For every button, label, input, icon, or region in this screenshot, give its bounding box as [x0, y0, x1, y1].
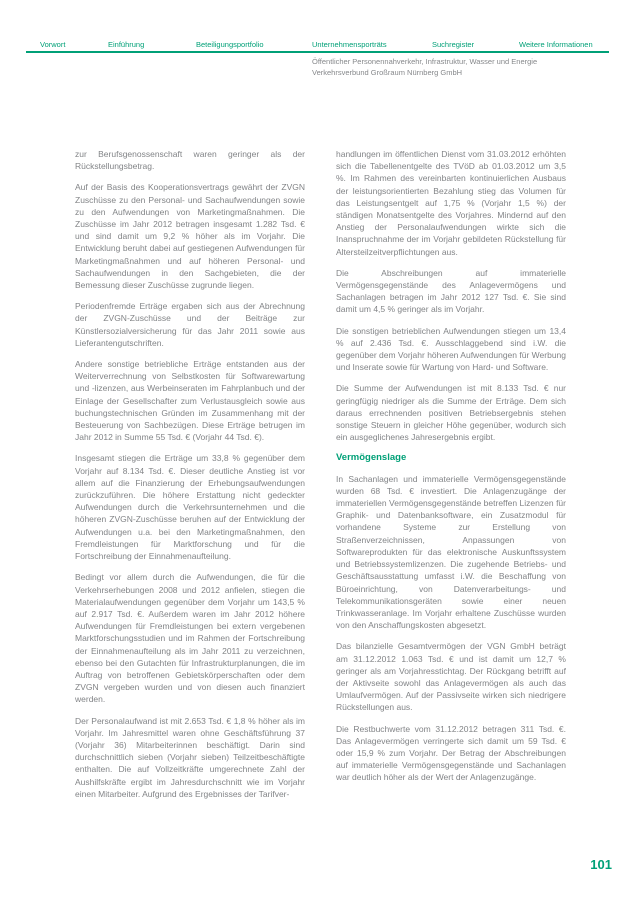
body-paragraph: Die sonstigen betrieblichen Aufwendungen stiegen um 13,4 % auf 2.436 Tsd. €. Ausschlaggebend sind i.W. die gegenüber dem Vorjahr höheren Aufwendungen für Werbung und Inserate sowie für Wartung von Hard- und Software. — [336, 325, 566, 373]
breadcrumb — [312, 56, 537, 78]
page-number: 101 — [590, 857, 612, 872]
body-paragraph: In Sachanlagen und immaterielle Vermögensgegenstände wurden 68 Tsd. € investiert. Die Anlagenzugänge der immateriellen Vermögensgegenstände betreffen Lizenzen für Graphik- und Datenbanksoftware, ein Zusatzmodul für vorhandene Systeme zur Erstellung von Straßenverzeichnissen, Anpassungen von Softwareprodukten für das elektronische Auskunftssystem und Betriebssystemlizenzen. Die zugehende Betriebs- und Geschäftsausstattung umfasst i.W. die Beschaffung von Büroeinrichtung, von Datenverarbeitungs- und Telekommunikationsgeräten sowie einer neuen Trinkwasseranlage. Im Vorjahr erhaltene Zuschüsse wurden von den Anschaffungskosten abgesetzt. — [336, 473, 566, 631]
nav-divider — [26, 51, 609, 53]
nav-link[interactable]: Suchregister — [432, 40, 475, 49]
right-column-top — [336, 148, 566, 443]
body-paragraph: zur Berufsgenossenschaft waren geringer als der Rückstellungsbetrag. — [75, 149, 305, 172]
right-column — [336, 148, 566, 809]
nav-link[interactable]: Beteiligungsportfolio — [196, 40, 264, 49]
left-column — [75, 148, 305, 809]
body-paragraph: handlungen im öffentlichen Dienst vom 31.03.2012 erhöhten sich die Tabellenentgelte des TVöD ab 01.03.2012 um 3,5 %. Im Rahmen des vereinbarten kontinuierlichen Ausbaus der leistungsorientierten Bezahlung stieg das Volumen für das Leistungsentgelt auf 1,75 % (Vorjahr 1,5 %) der ständigen Monatsentgelte des Vorjahres. Mindernd auf den Anstieg der Personalaufwendungen wirkte sich die Inanspruchnahme der im Vorjahr gebildeten Rückstellung für Altersteilzeitverpflichtungen aus. — [336, 149, 566, 257]
body-paragraph: Der Personalaufwand ist mit 2.653 Tsd. € 1,8 % höher als im Vorjahr. Im Jahresmittel waren ohne Geschäftsführung 37 (Vorjahr 36) Mitarbeiterinnen beschäftigt. Darin sind durchschnittlich sieben (Vorjahr sieben) Teilzeitbeschäftigte enthalten. Die auf Vollzeitkräfte umgerechnete Zahl der Aushilfskräfte ergibt im Jahresdurchschnitt wie im Vorjahr einen Mitarbeiter. Aufgrund des Ergebnisses der Tarifver- — [75, 715, 305, 799]
body-paragraph: Die Restbuchwerte vom 31.12.2012 betragen 311 Tsd. €. Das Anlagevermögen verringerte sich damit um 59 Tsd. € oder 15,9 % zum Vorjahr. Der Betrag der Abschreibungen auf immaterielle Vermögensgegenstände und Sachanlagen war deutlich höher als der Wert der Anlagenzugänge. — [336, 723, 566, 783]
body-paragraph: Auf der Basis des Kooperationsvertrags gewährt der ZVGN Zuschüsse zu den Personal- und Sachaufwendungen sowie zu den Aufwendungen von Marketingmaßnahmen. Die Zuschüsse im Jahr 2012 betragen insgesamt 1.282 Tsd. € und sind damit um 9,2 % höher als im Vorjahr. Die Entwicklung beruht dabei auf gestiegenen Aufwendungen für Marketingmaßnahmen und auf höheren Personal- und Sachaufwendungen in den Sachgebieten, die der Bemessung dieser Zuschüsse zugrunde liegen. — [75, 182, 305, 291]
nav-link[interactable]: Vorwort — [40, 40, 66, 49]
body-paragraph: Das bilanzielle Gesamtvermögen der VGN GmbH beträgt am 31.12.2012 1.063 Tsd. € und ist damit um 12,7 % geringer als am Vorjahresstichtag. Der Rückgang betrifft auf der Aktivseite sowohl das Anlagevermögen als auch das Umlaufvermögen. Auf der Passivseite wirken sich niedrigere Rückstellungen aus. — [336, 641, 566, 713]
nav-link[interactable]: Einführung — [108, 40, 145, 49]
breadcrumb-line-2: Verkehrsverbund Großraum Nürnberg GmbH — [312, 68, 463, 77]
body-paragraph: Insgesamt stiegen die Erträge um 33,8 % gegenüber dem Vorjahr auf 8.134 Tsd. €. Dieser deutliche Anstieg ist vor allem auf die Finanzierung der Erhebungsaufwendungen zurückzuführen. Die höhere Erstattung nicht gedeckter Aufwendungen durch die Verkehrsunternehmen und die höheren ZVGN-Zuschüsse beruhen auf der Entwicklung der Aufwendungen u.a. bei den Marketingmaßnahmen, den Fremdleistungen für Marktforschung und für die Fortschreibung der Einnahmenaufteilung. — [75, 453, 305, 562]
body-paragraph: Bedingt vor allem durch die Aufwendungen, die für die Verkehrserhebungen 2008 und 2012 anfielen, stiegen die Materialaufwendungen gegenüber dem Vorjahr um 143,5 % auf 2.917 Tsd. €. Außerdem waren im Jahr 2012 höhere Aufwendungen für Fremdleistungen bei extern vergebenen Marktforschungsstudien und im Rahmen der Fortschreibung der Einnahmenaufteilung als im Jahr 2011 zu verzeichnen, ebenso bei den Gutachten für Infrastrukturplanungen, die im Auftrag von betroffenen Gebietskörperschaften oder dem ZVGN vergeben wurden und von diesen auch finanziert werden. — [75, 572, 305, 705]
nav-link[interactable]: Unternehmensporträts — [312, 40, 387, 49]
breadcrumb-line-1: Öffentlicher Personennahverkehr, Infrastruktur, Wasser und Energie — [312, 57, 538, 66]
body-paragraph: Andere sonstige betriebliche Erträge entstanden aus der Weiterverrechnung von Selbstkosten für Softwarewartung und -lizenzen, aus Werbeinseraten im Fahrplanbuch und der Einlage der Gesellschafter zum Verlustausgleich sowie aus buchungstechnischen Gründen im Zusammenhang mit der Besteuerung von Sachbezügen. Diese Erträge betrugen im Jahr 2012 in Summe 55 Tsd. € (Vorjahr 44 Tsd. €). — [75, 359, 305, 443]
body-paragraph: Die Summe der Aufwendungen ist mit 8.133 Tsd. € nur geringfügig niedriger als die Summe der Erträge. Dem sich daraus errechnenden positiven Betriebsergebnis stehen sonstige Steuern in gleicher Höhe gegenüber, wodurch sich ein ausgeglichenes Jahresergebnis ergibt. — [336, 383, 566, 443]
body-paragraph: Die Abschreibungen auf immaterielle Vermögensgegenstände des Anlagevermögens und Sachanlagen betragen im Jahr 2012 127 Tsd. €. Sie sind damit um 4,5 % geringer als im Vorjahr. — [336, 267, 566, 315]
body-paragraph: Periodenfremde Erträge ergaben sich aus der Abrechnung der ZVGN-Zuschüsse und der Beiträge zur Künstlersozialversicherung für das Jahr 2011 sowie aus Lieferantengutschriften. — [75, 301, 305, 348]
nav-link[interactable]: Weitere Informationen — [519, 40, 593, 49]
main-content — [75, 148, 567, 809]
section-heading-vermoegenslage: Vermögenslage — [336, 452, 407, 464]
right-column-bottom — [336, 473, 566, 784]
